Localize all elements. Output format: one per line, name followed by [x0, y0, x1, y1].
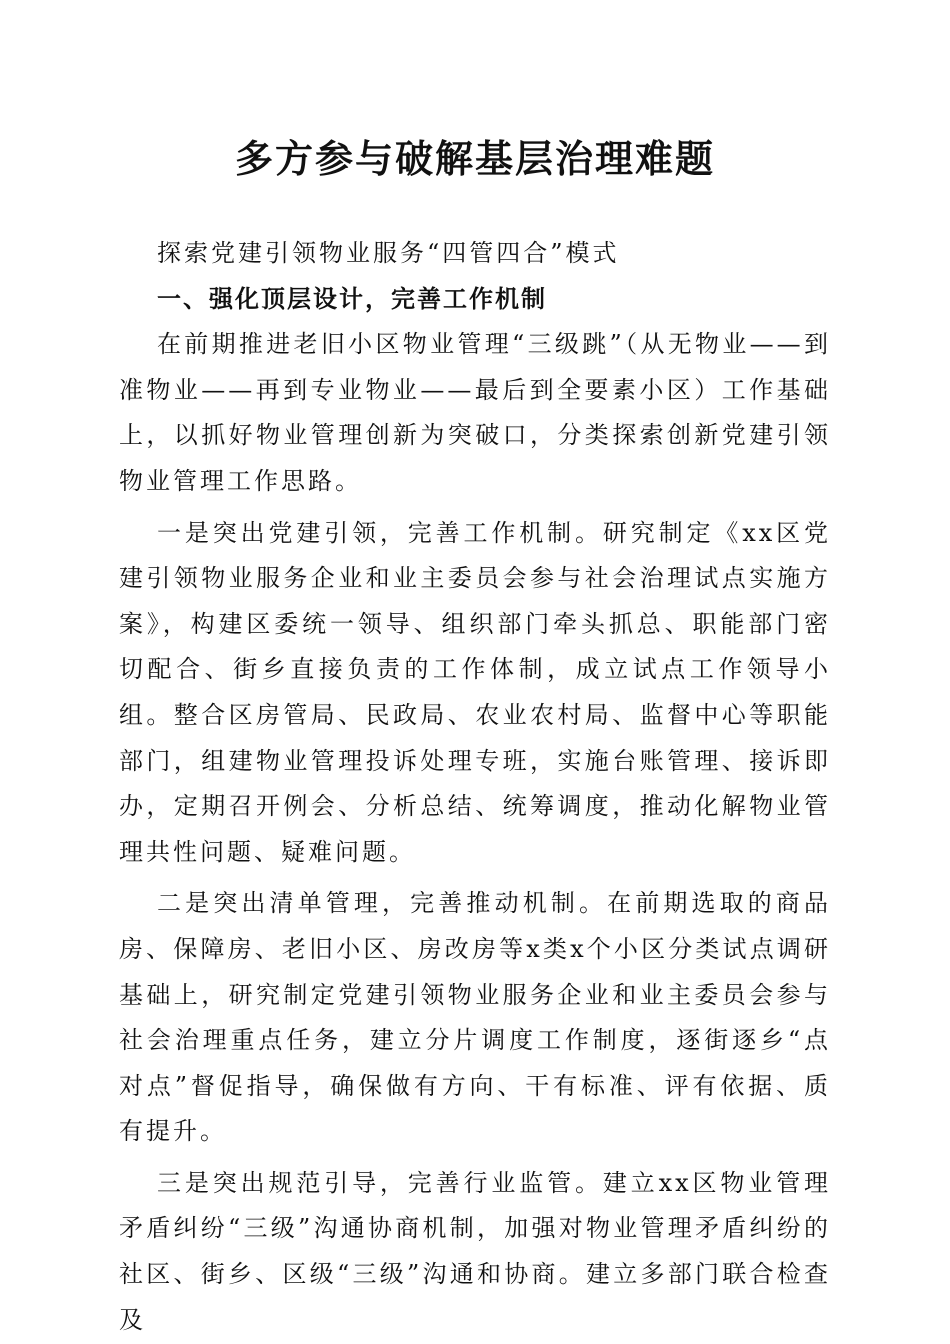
section-heading: 一、强化顶层设计，完善工作机制	[157, 284, 547, 313]
paragraph-regulation: 三是突出规范引导，完善行业监管。建立xx区物业管理矛盾纠纷“三级”沟通协商机制，加强对物业管理矛盾纠纷的社区、街乡、区级“三级”沟通和协商。建立多部门联合检查及	[119, 1168, 831, 1334]
paragraph-list-management: 二是突出清单管理，完善推动机制。在前期选取的商品房、保障房、老旧小区、房改房等x类x个小区分类试点调研基础上，研究制定党建引领物业服务企业和业主委员会参与社会治理重点任务，建立分片调度工作制度，逐街逐乡“点对点”督促指导，确保做有方向、干有标准、评有依据、质有提升。	[119, 889, 831, 1146]
paragraph-party-leadership: 一是突出党建引领，完善工作机制。研究制定《xx区党建引领物业服务企业和业主委员会参与社会治理试点实施方案》，构建区委统一领导、组织部门牵头抓总、职能部门密切配合、街乡直接负责的工作体制，成立试点工作领导小组。整合区房管局、民政局、农业农村局、监督中心等职能部门，组建物业管理投诉处理专班，实施台账管理、接诉即办，定期召开例会、分析总结、统筹调度，推动化解物业管理共性问题、疑难问题。	[119, 518, 831, 866]
document-subtitle: 探索党建引领物业服务“四管四合”模式	[157, 239, 620, 267]
document-title: 多方参与破解基层治理难题	[234, 136, 715, 181]
paragraph-intro: 在前期推进老旧小区物业管理“三级跳”（从无物业——到准物业——再到专业物业——最后到全要素小区）工作基础上，以抓好物业管理创新为突破口，分类探索创新党建引领物业管理工作思路。	[119, 330, 831, 495]
document-body	[119, 231, 831, 1343]
